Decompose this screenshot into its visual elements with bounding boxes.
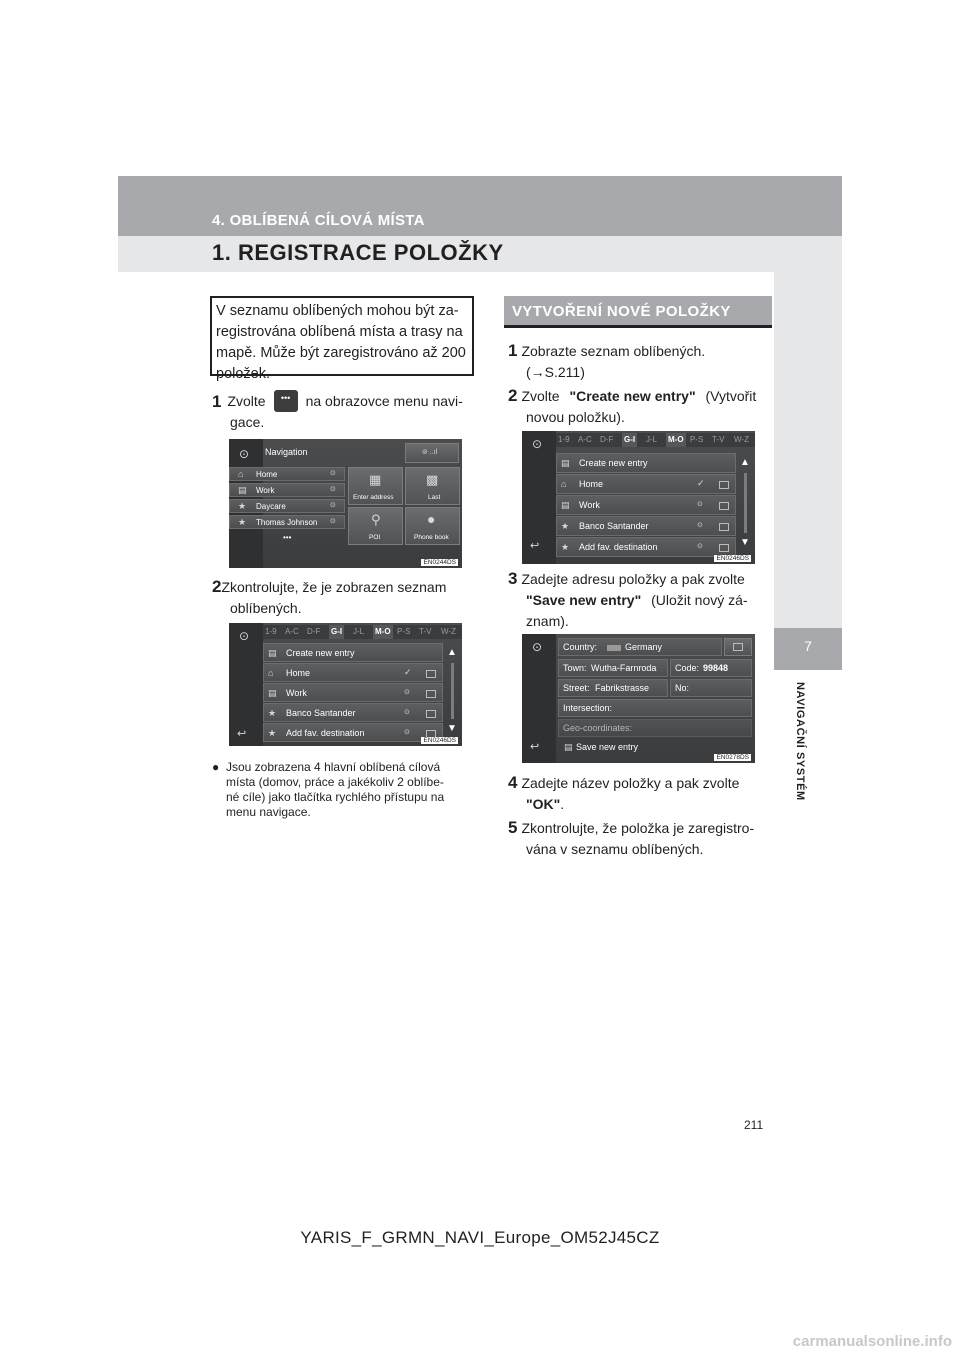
step-text: (→S.211) xyxy=(526,364,585,380)
nav-item[interactable] xyxy=(229,499,345,513)
row-label: Banco Santander xyxy=(579,521,649,531)
right-step-5 xyxy=(508,817,772,860)
nav-item[interactable] xyxy=(229,467,345,481)
step-text: oblíbených. xyxy=(230,600,302,616)
row-label: Work xyxy=(286,688,307,698)
screen-title: Navigation xyxy=(265,447,308,457)
scroll-up-icon[interactable]: ▲ xyxy=(740,457,750,468)
favourite-row[interactable] xyxy=(263,663,443,682)
row-label: Home xyxy=(579,479,604,489)
postcode-field[interactable] xyxy=(670,659,752,677)
nav-item-label: Thomas Johnson xyxy=(256,518,318,527)
compass-icon: ⊙ xyxy=(532,437,543,451)
intro-line: mapě. Může být zaregistrováno až 200 xyxy=(216,345,466,361)
last-destination-icon: ▩ xyxy=(426,472,439,487)
step-text: Zobrazte seznam oblíbených. xyxy=(521,343,706,359)
info-icon: ⊙ xyxy=(404,689,410,696)
field-value: Germany xyxy=(625,642,663,652)
right-step-3 xyxy=(508,568,772,632)
nav-item-label: Daycare xyxy=(256,502,286,511)
flag-icon xyxy=(607,645,621,651)
edit-icon[interactable] xyxy=(426,670,436,678)
field-label: Geo-coordinates: xyxy=(563,723,633,733)
keyboard-button[interactable] xyxy=(724,638,752,656)
star-icon: ★ xyxy=(268,708,277,718)
chapter-label-text: NAVIGAČNÍ SYSTÉM xyxy=(794,682,806,801)
field-label: Intersection: xyxy=(563,703,613,713)
briefcase-icon: ▤ xyxy=(561,500,570,510)
right-step-1 xyxy=(508,340,772,383)
row-label: Create new entry xyxy=(579,458,648,468)
step-text-bold: "Save new entry" xyxy=(526,592,642,608)
document-code: YARIS_F_GRMN_NAVI_Europe_OM52J45CZ xyxy=(300,1228,660,1247)
page-title: 1. REGISTRACE POLOŽKY xyxy=(212,240,504,265)
step-text: Zadejte název položky a pak zvolte xyxy=(521,775,740,791)
favourites-list-screen-2 xyxy=(522,431,755,564)
tab-g-i[interactable]: G-I xyxy=(329,625,344,639)
country-field[interactable] xyxy=(558,638,722,656)
nav-item[interactable] xyxy=(229,483,345,497)
pin-icon: ⚲ xyxy=(371,512,381,527)
favourite-row[interactable] xyxy=(263,703,443,722)
tab-w-z[interactable]: W-Z xyxy=(441,627,456,636)
more-dots[interactable]: ••• xyxy=(283,533,292,542)
poi-tile[interactable] xyxy=(348,507,403,545)
intro-line: V seznamu oblíbených mohou být za- xyxy=(216,303,459,319)
briefcase-icon: ▤ xyxy=(268,688,277,698)
edit-icon[interactable] xyxy=(719,481,729,489)
step-text-bold: "OK" xyxy=(526,796,561,812)
create-new-entry-row[interactable] xyxy=(556,453,736,473)
step-number: 5 xyxy=(508,818,518,837)
scroll-down-icon[interactable]: ▼ xyxy=(740,537,750,548)
info-icon: ⊙ xyxy=(330,486,336,493)
step-text: Zvolte xyxy=(227,392,266,409)
info-icon: ⊙ xyxy=(697,522,703,529)
tile-label: Enter address xyxy=(353,494,394,501)
compass-icon: ⊙ xyxy=(239,447,250,461)
nav-item-label: Work xyxy=(256,486,275,495)
left-step-2 xyxy=(212,576,476,619)
info-icon: ⊙ xyxy=(330,470,336,477)
tab-a-c[interactable]: A-C xyxy=(285,627,299,636)
step-number: 1 xyxy=(212,391,222,411)
intro-box xyxy=(210,296,474,382)
bullet-line: místa (domov, práce a jakékoliv 2 oblíbe- xyxy=(226,775,444,789)
info-icon: ⊙ xyxy=(330,502,336,509)
address-entry-screen xyxy=(522,634,755,763)
nav-item[interactable] xyxy=(229,515,345,529)
step-text-bold: "Create new entry" xyxy=(569,388,696,404)
step-number: 1 xyxy=(508,341,518,360)
favourite-row[interactable] xyxy=(263,643,443,662)
tab-w-z[interactable]: W-Z xyxy=(734,435,749,444)
scrollbar[interactable] xyxy=(744,473,747,533)
step-text: znam). xyxy=(526,613,569,629)
info-icon: ⊙ xyxy=(697,543,703,550)
favourite-row[interactable] xyxy=(556,495,736,515)
field-label: Town: xyxy=(563,663,587,673)
star-icon: ★ xyxy=(238,517,247,527)
star-icon: ★ xyxy=(268,728,277,738)
field-label: Country: xyxy=(563,642,598,652)
tab-d-f[interactable]: D-F xyxy=(600,435,614,444)
chapter-number: 7 xyxy=(804,638,812,654)
section-heading: VYTVOŘENÍ NOVÉ POLOŽKY xyxy=(512,303,731,320)
enter-address-tile[interactable] xyxy=(348,467,403,505)
step-text: . xyxy=(560,796,565,812)
step-number: 4 xyxy=(508,773,518,792)
scroll-down-icon[interactable]: ▼ xyxy=(447,723,457,734)
favourite-row[interactable] xyxy=(556,537,736,557)
bullet-icon: ● xyxy=(212,760,220,774)
geo-coordinates-field[interactable] xyxy=(558,719,752,737)
row-label: Add fav. destination xyxy=(286,728,365,738)
info-icon: ⊙ xyxy=(404,709,410,716)
back-arrow-icon[interactable]: ↩ xyxy=(530,540,540,552)
compass-icon: ⊙ xyxy=(532,640,543,654)
tab-g-i[interactable]: G-I xyxy=(622,433,637,447)
image-code: EN0246DS xyxy=(716,555,749,562)
info-icon: ⊙ xyxy=(404,729,410,736)
tab-m-o[interactable]: M-O xyxy=(666,433,686,447)
person-icon: ● xyxy=(427,511,436,527)
row-label: Banco Santander xyxy=(286,708,356,718)
step-number: 3 xyxy=(508,569,518,588)
step-text: vána v seznamu oblíbených. xyxy=(526,841,704,857)
tile-label: Phone book xyxy=(414,534,449,541)
favourite-row[interactable] xyxy=(263,683,443,702)
save-icon: ▤ xyxy=(564,742,573,752)
last-tile[interactable] xyxy=(405,467,460,505)
edit-icon[interactable] xyxy=(426,710,436,718)
tab-p-s[interactable]: P-S xyxy=(397,627,411,636)
field-label: No: xyxy=(675,683,690,693)
signal-icon: ⊘ ..ıl xyxy=(422,449,438,456)
bullet-line: menu navigace. xyxy=(226,805,311,819)
step-text: (Vytvořit xyxy=(705,388,757,404)
star-icon: ★ xyxy=(238,501,247,511)
step-text: gace. xyxy=(230,414,265,430)
right-step-4 xyxy=(508,772,772,815)
check-icon: ✓ xyxy=(404,667,412,677)
field-value: Wutha-Farnroda xyxy=(591,663,657,673)
field-value: Fabrikstrasse xyxy=(595,683,650,693)
edit-icon[interactable] xyxy=(719,523,729,531)
more-icon: ••• xyxy=(274,390,298,412)
info-icon: ⊙ xyxy=(330,518,336,525)
briefcase-icon: ▤ xyxy=(238,485,247,495)
step-text: Zvolte xyxy=(521,388,560,404)
home-icon: ⌂ xyxy=(238,469,244,479)
tab-d-f[interactable]: D-F xyxy=(307,627,321,636)
tab-m-o[interactable]: M-O xyxy=(373,625,393,639)
check-icon: ✓ xyxy=(697,478,705,488)
chapter-label xyxy=(794,682,818,812)
edit-icon[interactable] xyxy=(719,544,729,552)
info-icon: ⊙ xyxy=(697,501,703,508)
row-label: Create new entry xyxy=(286,648,355,658)
back-arrow-icon[interactable]: ↩ xyxy=(530,741,540,753)
row-label: Home xyxy=(286,668,311,678)
row-label: Work xyxy=(579,500,600,510)
navigation-menu-screen xyxy=(229,439,462,568)
intro-line: položek. xyxy=(216,366,271,382)
step-text: Zkontrolujte, že položka je zaregistro- xyxy=(521,820,755,836)
tab-1-9[interactable]: 1-9 xyxy=(265,627,277,636)
alphabet-tabs xyxy=(263,625,462,639)
keyboard-icon xyxy=(733,643,743,651)
checkered-flag-icon: ▦ xyxy=(369,472,382,487)
compass-icon: ⊙ xyxy=(239,629,250,643)
house-number-field[interactable] xyxy=(670,679,752,697)
section-label: 4. OBLÍBENÁ CÍLOVÁ MÍSTA xyxy=(212,212,425,229)
tab-t-v[interactable]: T-V xyxy=(712,435,725,444)
tile-label: POI xyxy=(369,534,381,541)
street-field[interactable] xyxy=(558,679,668,697)
home-icon: ⌂ xyxy=(561,479,567,489)
row-label: Add fav. destination xyxy=(579,542,658,552)
scrollbar[interactable] xyxy=(451,663,454,719)
nav-item-label: Home xyxy=(256,470,278,479)
town-field[interactable] xyxy=(558,659,668,677)
tab-j-l[interactable]: J-L xyxy=(353,627,365,636)
step-text: Zadejte adresu položky a pak zvolte xyxy=(521,571,745,587)
step-text: novou položku). xyxy=(526,409,625,425)
star-icon: ★ xyxy=(561,542,570,552)
field-label: Street: xyxy=(563,683,590,693)
intro-line: registrována oblíbená místa a trasy na xyxy=(216,324,463,340)
new-entry-icon: ▤ xyxy=(561,458,570,468)
bullet-note xyxy=(212,760,476,820)
watermark: carmanualsonline.info xyxy=(792,1333,952,1350)
tab-a-c[interactable]: A-C xyxy=(578,435,592,444)
step-text: Zkontrolujte, že je zobrazen seznam xyxy=(221,579,447,595)
image-code: EN0278DS xyxy=(716,754,749,761)
back-arrow-icon[interactable]: ↩ xyxy=(237,728,247,740)
favourite-row[interactable] xyxy=(263,723,443,742)
section-heading-box xyxy=(504,296,772,328)
new-entry-icon: ▤ xyxy=(268,648,277,658)
home-icon: ⌂ xyxy=(268,668,274,678)
edit-icon[interactable] xyxy=(719,502,729,510)
tab-1-9[interactable]: 1-9 xyxy=(558,435,570,444)
tab-p-s[interactable]: P-S xyxy=(690,435,704,444)
bullet-line: né cíle) jako tlačítka rychlého přístupu na xyxy=(226,790,445,804)
step-text: na obrazovce menu navi- xyxy=(305,392,463,409)
tab-t-v[interactable]: T-V xyxy=(419,627,432,636)
side-tab xyxy=(774,236,842,628)
status-tile xyxy=(405,443,459,463)
bullet-line: Jsou zobrazena 4 hlavní oblíbená cílová xyxy=(226,760,441,774)
favourite-row[interactable] xyxy=(556,516,736,536)
step-text: (Uložit nový zá- xyxy=(651,592,748,608)
left-step-1 xyxy=(212,390,476,433)
edit-icon[interactable] xyxy=(426,690,436,698)
save-new-entry-button[interactable]: Save new entry xyxy=(576,742,639,752)
right-step-2 xyxy=(508,385,772,428)
favourite-row[interactable] xyxy=(556,474,736,494)
page-number: 211 xyxy=(744,1118,764,1132)
tab-j-l[interactable]: J-L xyxy=(646,435,658,444)
tile-label: Last xyxy=(428,494,441,501)
field-value: 99848 xyxy=(703,663,729,673)
scroll-up-icon[interactable]: ▲ xyxy=(447,647,457,658)
image-code: EN0246DS xyxy=(423,737,456,744)
phone-book-tile[interactable] xyxy=(405,507,460,545)
field-label: Code: xyxy=(675,663,700,673)
step-number: 2 xyxy=(508,386,518,405)
step-number: 2 xyxy=(212,577,222,596)
image-code: EN0244DS xyxy=(423,559,456,566)
favourites-list-screen xyxy=(229,623,462,746)
intersection-field[interactable] xyxy=(558,699,752,717)
alphabet-tabs xyxy=(556,433,755,447)
star-icon: ★ xyxy=(561,521,570,531)
